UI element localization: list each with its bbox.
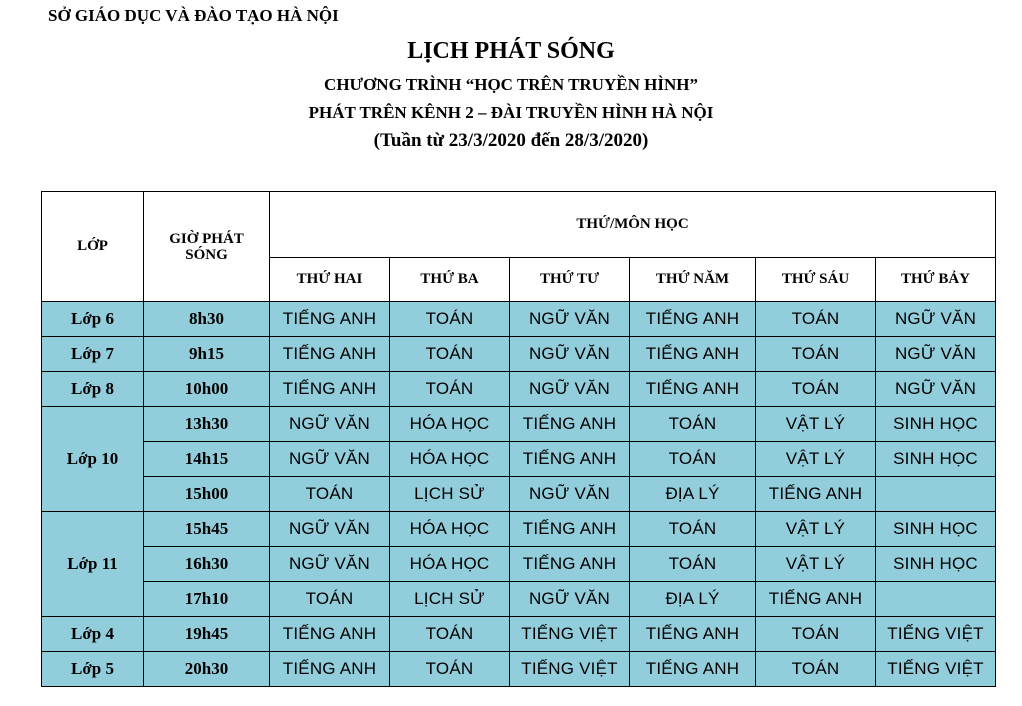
broadcast-time-cell: 8h30 [144, 302, 270, 337]
subject-cell: TOÁN [390, 617, 510, 652]
broadcast-time-cell: 17h10 [144, 582, 270, 617]
class-cell: Lớp 10 [42, 407, 144, 512]
subject-cell: TOÁN [756, 302, 876, 337]
subject-cell: TIẾNG ANH [756, 582, 876, 617]
class-cell: Lớp 7 [42, 337, 144, 372]
subject-cell: TOÁN [390, 337, 510, 372]
subject-cell: TOÁN [756, 372, 876, 407]
broadcast-time-cell: 14h15 [144, 442, 270, 477]
subject-cell: HÓA HỌC [390, 407, 510, 442]
subject-cell: VẬT LÝ [756, 512, 876, 547]
subject-cell: TIẾNG ANH [510, 407, 630, 442]
subject-cell: TOÁN [630, 512, 756, 547]
schedule-row [42, 477, 996, 512]
schedule-row [42, 407, 996, 442]
class-cell: Lớp 4 [42, 617, 144, 652]
subject-cell: TOÁN [756, 652, 876, 687]
subject-cell: TIẾNG ANH [630, 372, 756, 407]
subject-cell: NGỮ VĂN [510, 477, 630, 512]
subject-cell: TIẾNG VIỆT [876, 617, 996, 652]
subject-cell: NGỮ VĂN [510, 302, 630, 337]
schedule-row [42, 582, 996, 617]
class-column-header: LỚP [42, 192, 144, 302]
subject-cell: TIẾNG ANH [630, 337, 756, 372]
subject-cell: NGỮ VĂN [270, 547, 390, 582]
subject-cell: HÓA HỌC [390, 442, 510, 477]
subject-cell: NGỮ VĂN [270, 407, 390, 442]
schedule-row [42, 617, 996, 652]
subject-cell: TIẾNG ANH [510, 442, 630, 477]
class-cell: Lớp 5 [42, 652, 144, 687]
subject-cell: TIẾNG ANH [510, 547, 630, 582]
subject-cell: TIẾNG ANH [270, 302, 390, 337]
subject-cell: NGỮ VĂN [876, 372, 996, 407]
subject-cell: TOÁN [630, 407, 756, 442]
subject-cell: TIẾNG VIỆT [876, 652, 996, 687]
broadcast-time-cell: 13h30 [144, 407, 270, 442]
subject-cell: NGỮ VĂN [510, 372, 630, 407]
subject-cell: TOÁN [270, 582, 390, 617]
subject-cell: NGỮ VĂN [876, 302, 996, 337]
subject-cell: ĐỊA LÝ [630, 477, 756, 512]
subject-cell: TIẾNG ANH [270, 652, 390, 687]
day-column-header: THỨ SÁU [756, 258, 876, 302]
subject-cell: TIẾNG ANH [270, 617, 390, 652]
subject-cell: NGỮ VĂN [270, 442, 390, 477]
subject-cell: TOÁN [390, 652, 510, 687]
organization-name: SỞ GIÁO DỤC VÀ ĐÀO TẠO HÀ NỘI [48, 6, 339, 25]
schedule-row [42, 302, 996, 337]
subject-cell: SINH HỌC [876, 407, 996, 442]
subject-cell: TOÁN [270, 477, 390, 512]
schedule-row [42, 512, 996, 547]
broadcast-time-cell: 10h00 [144, 372, 270, 407]
broadcast-time-cell: 15h00 [144, 477, 270, 512]
subject-cell: TOÁN [756, 337, 876, 372]
subject-cell: TOÁN [630, 442, 756, 477]
broadcast-time-cell: 20h30 [144, 652, 270, 687]
time-column-header: GIỜ PHÁT SÓNG [144, 192, 270, 302]
schedule-row [42, 442, 996, 477]
broadcast-time-cell: 19h45 [144, 617, 270, 652]
subject-cell: LỊCH SỬ [390, 582, 510, 617]
subject-cell: NGỮ VĂN [270, 512, 390, 547]
subject-cell: TOÁN [390, 302, 510, 337]
broadcast-time-cell: 15h45 [144, 512, 270, 547]
channel-subtitle: PHÁT TRÊN KÊNH 2 – ĐÀI TRUYỀN HÌNH HÀ NỘI [308, 103, 714, 122]
subject-cell: NGỮ VĂN [510, 582, 630, 617]
subject-cell: VẬT LÝ [756, 442, 876, 477]
subject-cell: LỊCH SỬ [390, 477, 510, 512]
program-subtitle: CHƯƠNG TRÌNH “HỌC TRÊN TRUYỀN HÌNH” [324, 75, 698, 94]
day-column-header: THỨ BA [390, 258, 510, 302]
subject-cell: TIẾNG ANH [630, 302, 756, 337]
subject-cell: TOÁN [630, 547, 756, 582]
subject-cell: TOÁN [390, 372, 510, 407]
schedule-row [42, 547, 996, 582]
day-column-header: THỨ NĂM [630, 258, 756, 302]
subject-cell: NGỮ VĂN [510, 337, 630, 372]
schedule-row [42, 652, 996, 687]
subject-cell: ĐỊA LÝ [630, 582, 756, 617]
subject-cell: TIẾNG ANH [510, 512, 630, 547]
class-cell: Lớp 8 [42, 372, 144, 407]
subject-cell: HÓA HỌC [390, 547, 510, 582]
subject-cell: TIẾNG ANH [630, 617, 756, 652]
day-column-header: THỨ TƯ [510, 258, 630, 302]
subject-cell [876, 477, 996, 512]
schedule-row [42, 372, 996, 407]
subject-cell: VẬT LÝ [756, 407, 876, 442]
subject-cell: SINH HỌC [876, 547, 996, 582]
week-subtitle: (Tuần từ 23/3/2020 đến 28/3/2020) [373, 130, 649, 151]
subject-cell: TIẾNG ANH [270, 337, 390, 372]
day-column-header: THỨ BẢY [876, 258, 996, 302]
subject-cell: NGỮ VĂN [876, 337, 996, 372]
subject-cell: TIẾNG VIỆT [510, 617, 630, 652]
subject-cell: TIẾNG VIỆT [510, 652, 630, 687]
subject-cell: TIẾNG ANH [270, 372, 390, 407]
class-cell: Lớp 6 [42, 302, 144, 337]
subject-cell: TIẾNG ANH [630, 652, 756, 687]
schedule-row [42, 337, 996, 372]
day-column-header: THỨ HAI [270, 258, 390, 302]
subject-cell: SINH HỌC [876, 512, 996, 547]
subject-cell: SINH HỌC [876, 442, 996, 477]
days-group-header: THỨ/MÔN HỌC [270, 192, 996, 258]
subject-cell: VẬT LÝ [756, 547, 876, 582]
subject-cell: TOÁN [756, 617, 876, 652]
subject-cell [876, 582, 996, 617]
class-cell: Lớp 11 [42, 512, 144, 617]
broadcast-time-cell: 16h30 [144, 547, 270, 582]
subject-cell: TIẾNG ANH [756, 477, 876, 512]
document-title: LỊCH PHÁT SÓNG [407, 38, 615, 64]
subject-cell: HÓA HỌC [390, 512, 510, 547]
broadcast-schedule-table [41, 191, 996, 687]
broadcast-time-cell: 9h15 [144, 337, 270, 372]
